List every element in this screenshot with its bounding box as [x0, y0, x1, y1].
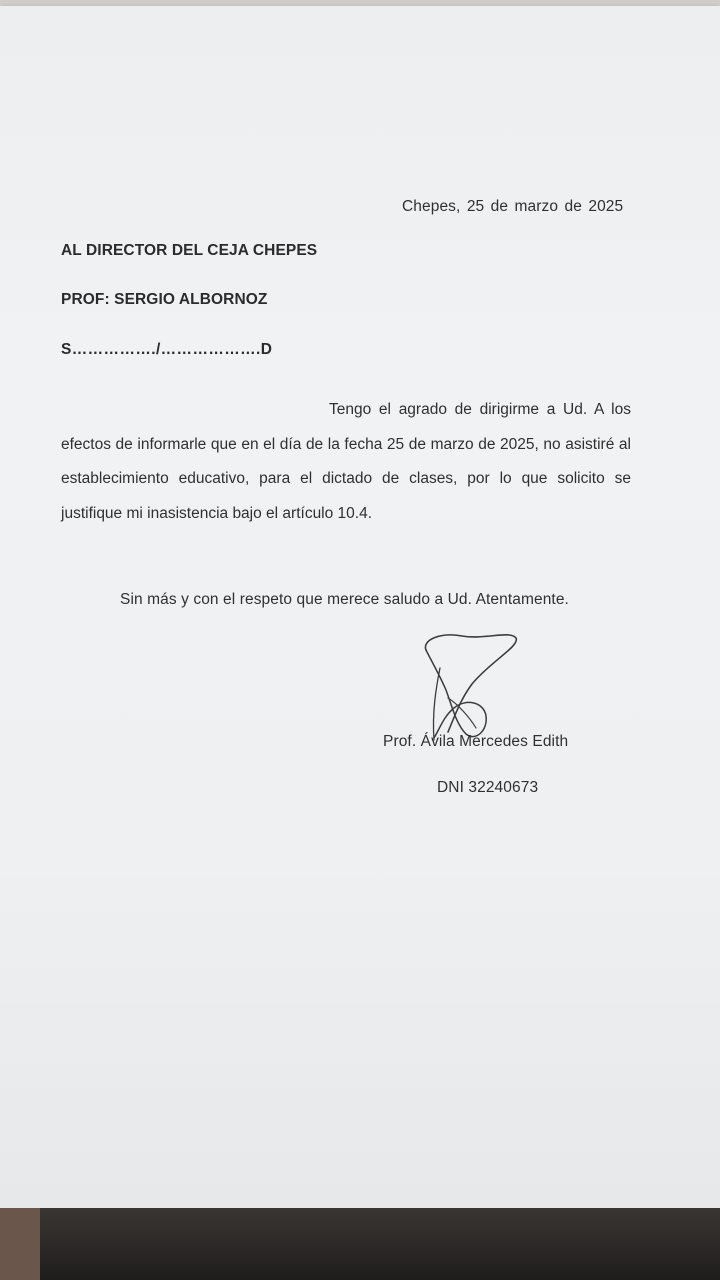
recipient-line: PROF: SERGIO ALBORNOZ: [61, 291, 268, 308]
salutation-line: S……………./……………….D: [61, 341, 273, 358]
background-surface: [0, 1208, 720, 1280]
background-edge: [0, 1208, 40, 1280]
signer-name: Prof. Ávila Mercedes Edith: [383, 733, 569, 750]
place-date: Chepes, 25 de marzo de 2025: [402, 198, 624, 215]
addressee-line: AL DIRECTOR DEL CEJA CHEPES: [61, 242, 318, 259]
letter-body: Tengo el agrado de dirigirme a Ud. A los efectos de informarle que en el día de la fecha 25 de marzo de 2025, no asistiré al establecimiento educativo, para el dictado de clases, por lo que solicito se justifique mi inasistencia bajo el artículo 10.4.: [61, 401, 631, 522]
signature-icon: [418, 628, 528, 746]
closing-line: Sin más y con el respeto que merece saludo a Ud. Atentamente.: [120, 591, 569, 608]
signer-id: DNI 32240673: [437, 779, 539, 796]
letter-page: [0, 6, 720, 1212]
